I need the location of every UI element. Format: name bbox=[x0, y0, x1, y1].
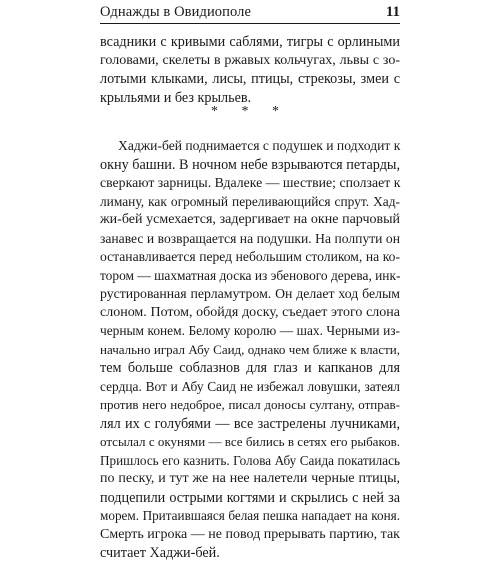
text-line: по песку, и тут же на нее налетели черные птицы, bbox=[100, 471, 400, 486]
text-line: всадники с кривыми саблями, тигры с орлиными bbox=[100, 34, 400, 50]
header-rule bbox=[100, 23, 400, 24]
text-line: рустированная перламутром. Он делает ход белым bbox=[100, 286, 400, 301]
text-line: окну башни. В ночном небе взрываются петарды, bbox=[100, 156, 400, 173]
text-line: жи-бей усмехается, задергивает на окне парчовый bbox=[100, 212, 400, 227]
text-line: Хаджи-бей поднимается с подушек и подходит к bbox=[118, 138, 401, 153]
text-line: против него недоброе, писал доносы султану, отправ- bbox=[100, 397, 400, 412]
text-line: сверкают зарницы. Вдалеке — шествие; сползает к bbox=[100, 175, 401, 190]
text-line: тем больше соблазнов для глаз и капканов для bbox=[100, 360, 400, 376]
text-line: головами, скелеты в ржавых кольчугах, львы с зо- bbox=[100, 52, 400, 68]
page-header bbox=[100, 2, 400, 26]
paragraph-continuation bbox=[100, 33, 400, 107]
text-line: подцепили острыми когтями и скрылись с ней за bbox=[100, 489, 400, 506]
text-line: слоном. Потом, обойдя доску, съедает этого слона bbox=[100, 304, 400, 320]
text-line: Пришлось его казнить. Голова Абу Саида покатилась bbox=[100, 452, 400, 468]
running-title: Однажды в Овидиополе bbox=[100, 4, 252, 20]
text-line: черным конем. Белому королю — шах. Черными из- bbox=[100, 323, 400, 338]
text-line: морем. Притаившаяся белая пешка нападает на коня. bbox=[100, 508, 400, 523]
text-line: отсылал с окунями — все бились в сетях его рыбаков. bbox=[100, 434, 400, 449]
text-line: лотыми клыками, лисы, птицы, стрекозы, змеи с bbox=[100, 71, 400, 87]
page-number: 11 bbox=[385, 4, 400, 20]
text-line: крыльями и без крыльев. bbox=[100, 89, 252, 106]
text-line: считает Хаджи-бей. bbox=[100, 545, 220, 561]
text-line: Смерть игрока — не повод прерывать партию, так bbox=[100, 526, 400, 542]
section-separator: * * * bbox=[211, 104, 289, 119]
text-line: начально играл Абу Саид, однако чем ближе к власти, bbox=[100, 341, 400, 357]
text-line: лял их с голубями — все застрелены лучниками, bbox=[100, 415, 400, 432]
paragraph-main bbox=[100, 137, 400, 563]
text-line: сердца. Вот и Абу Саид не избежал ловушки, затеял bbox=[100, 378, 400, 394]
text-line: останавливается перед небольшим столиком, на ко- bbox=[100, 249, 400, 264]
text-line: лиману, как огромный переливающийся спрут. Хад- bbox=[100, 193, 400, 209]
text-line: тором — шахматная доска из эбенового дерева, инк- bbox=[100, 267, 401, 283]
text-line: занавес и возвращается на подушки. На полпути он bbox=[100, 230, 400, 246]
